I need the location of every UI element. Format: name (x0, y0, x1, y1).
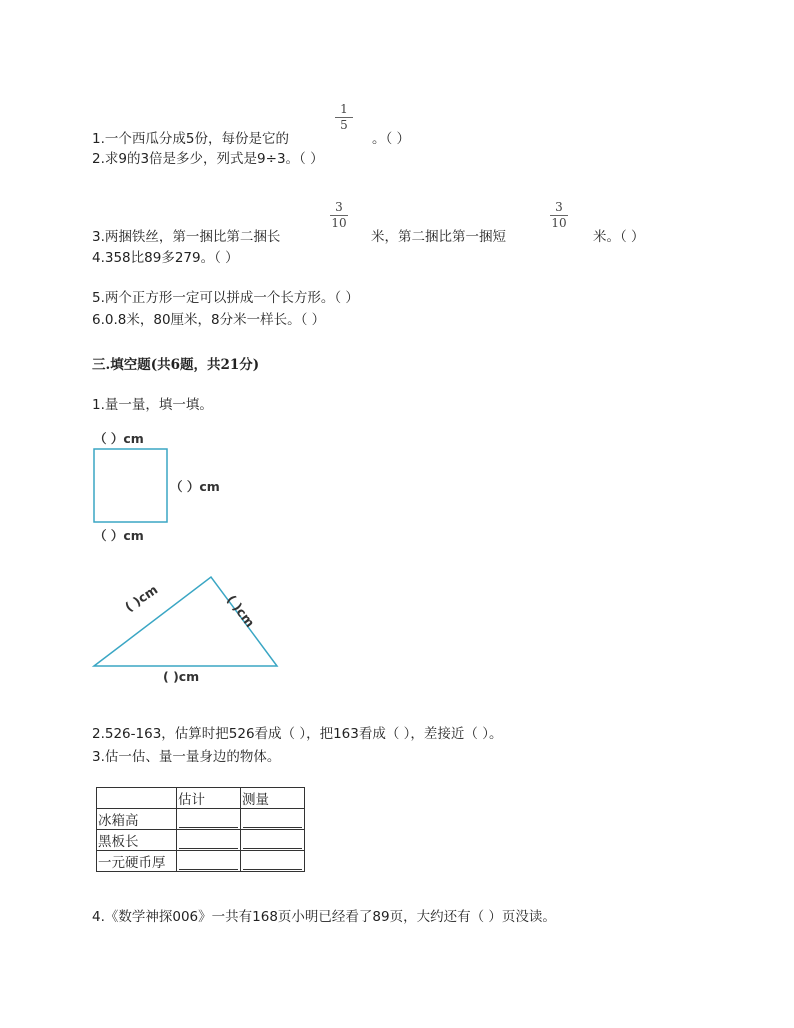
fill-q1: 1.量一量，填一填。 (92, 397, 213, 413)
table-header-cell: 估计 (177, 788, 241, 809)
table-row (97, 830, 305, 851)
estimate-blank[interactable] (177, 830, 241, 851)
measure-blank[interactable] (241, 851, 305, 872)
square-shape (94, 449, 167, 522)
estimate-measure-table (96, 787, 305, 872)
table-row (97, 851, 305, 872)
triangle-right-label: ( )cm (224, 592, 258, 630)
table-row-label: 一元硬币厚 (97, 851, 177, 872)
fraction-denominator: 10 (331, 216, 347, 230)
table-row-label: 黑板长 (97, 830, 177, 851)
fill-q2: 2.526-163，估算时把526看成（ ），把163看成（ ），差接近（ ）。 (92, 726, 503, 742)
fraction-denominator: 10 (551, 216, 567, 230)
fill-q4: 4.《数学神探006》一共有168页小明已经看了89页，大约还有（ ）页没读。 (92, 909, 556, 925)
estimate-blank[interactable] (177, 851, 241, 872)
fraction-numerator: 3 (335, 200, 343, 214)
answer-line (179, 852, 238, 870)
judge-q5: 5.两个正方形一定可以拼成一个长方形。（ ） (92, 290, 359, 306)
square-top-label: （ ）cm (94, 431, 144, 446)
answer-line (243, 831, 302, 849)
judge-q4: 4.358比89多279。（ ） (92, 250, 239, 266)
table-row (97, 809, 305, 830)
table-header-cell (97, 788, 177, 809)
judge-q3-part3: 米。（ ） (593, 229, 645, 245)
judge-q1-answer: 。（ ） (372, 131, 411, 147)
estimate-blank[interactable] (177, 809, 241, 830)
triangle-left-label: ( )cm (122, 581, 161, 615)
fraction-denominator: 5 (340, 118, 348, 132)
table-row-label: 冰箱高 (97, 809, 177, 830)
section-title: 三.填空题(共6题，共21分) (92, 357, 260, 373)
fraction-numerator: 1 (340, 102, 348, 116)
measure-blank[interactable] (241, 809, 305, 830)
table-header-cell: 测量 (241, 788, 305, 809)
judge-q1-text: 1.一个西瓜分成5份，每份是它的 (92, 131, 289, 147)
answer-line (243, 810, 302, 828)
fraction-numerator: 3 (555, 200, 563, 214)
judge-q3-part1: 3.两捆铁丝，第一捆比第二捆长 (92, 229, 281, 245)
square-bottom-label: （ ）cm (94, 528, 144, 543)
triangle-bottom-label: ( )cm (163, 669, 200, 684)
square-right-label: （ ）cm (170, 479, 220, 494)
judge-q3-part2: 米，第二捆比第一捆短 (371, 229, 506, 245)
answer-line (179, 831, 238, 849)
judge-q2: 2.求9的3倍是多少，列式是9÷3。（ ） (92, 151, 324, 167)
table-header-row (97, 788, 305, 809)
fill-q3: 3.估一估、量一量身边的物体。 (92, 749, 281, 765)
answer-line (243, 852, 302, 870)
judge-q6: 6.0.8米，80厘米，8分米一样长。（ ） (92, 312, 326, 328)
answer-line (179, 810, 238, 828)
measure-blank[interactable] (241, 830, 305, 851)
